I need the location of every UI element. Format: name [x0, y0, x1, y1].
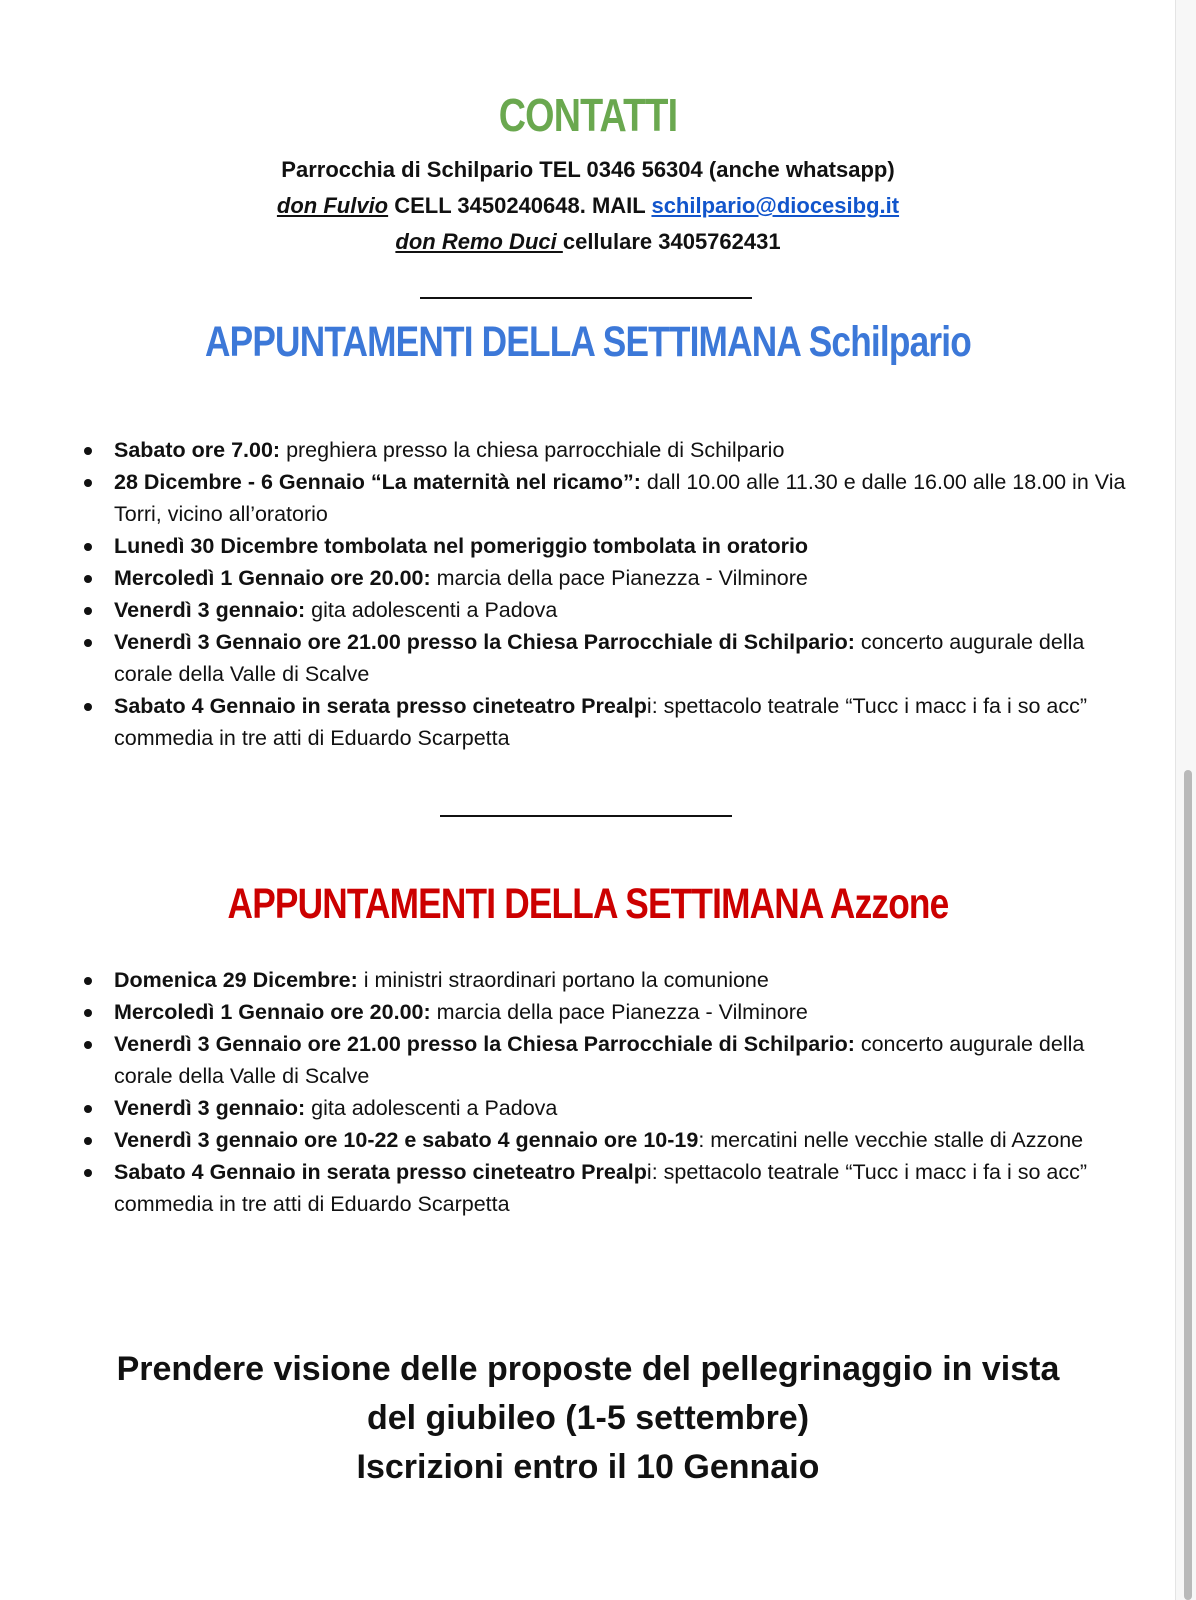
event-description: gita adolescenti a Padova — [305, 598, 558, 622]
bullet-icon — [84, 639, 92, 647]
closing-line-3: Iscrizioni entro il 10 Gennaio — [356, 1448, 820, 1486]
don-remo-contact: cellulare 3405762431 — [562, 229, 781, 254]
event-date: Venerdì 3 gennaio: — [114, 1096, 306, 1120]
parish-phone-line: Parrocchia di Schilpario TEL 0346 56304 (anche whatsapp) — [281, 157, 895, 182]
event-date: Sabato ore 7.00: — [114, 438, 281, 462]
event-date: Sabato 4 Gennaio in serata presso cineteatro Prealp — [114, 1160, 647, 1184]
email-link[interactable]: schilpario@diocesibg.it — [651, 193, 900, 218]
list-item — [80, 1156, 1130, 1220]
event-description: concerto augurale della corale della Valle di Scalve — [114, 630, 1085, 686]
scrollbar-thumb[interactable] — [1184, 770, 1192, 1600]
bullet-icon — [84, 479, 92, 487]
event-description: marcia della pace Pianezza - Vilminore — [430, 1000, 808, 1024]
event-date: Venerdì 3 Gennaio ore 21.00 presso la Chiesa Parrocchiale di Schilpario: — [114, 1032, 855, 1056]
don-fulvio-name: don Fulvio — [276, 193, 389, 218]
list-item — [80, 466, 1130, 530]
list-item — [80, 562, 1130, 594]
event-date: Venerdì 3 gennaio ore 10-22 e sabato 4 gennaio ore 10-19 — [114, 1128, 699, 1152]
list-item — [80, 1092, 1130, 1124]
event-date: 28 Dicembre - 6 Gennaio “La maternità nel ricamo”: — [114, 470, 641, 494]
event-description: i: spettacolo teatrale “Tucc i macc i fa i so acc” commedia in tre atti di Eduardo Scarpetta — [114, 694, 1088, 750]
closing-line-1: Prendere visione delle proposte del pellegrinaggio in vista — [116, 1350, 1060, 1388]
event-description: i ministri straordinari portano la comunione — [357, 968, 769, 992]
divider-line — [420, 297, 752, 299]
list-item — [80, 690, 1130, 754]
event-description: i: spettacolo teatrale “Tucc i macc i fa i so acc” commedia in tre atti di Eduardo Scarpetta — [114, 1160, 1088, 1216]
event-description: marcia della pace Pianezza - Vilminore — [430, 566, 808, 590]
event-description: preghiera presso la chiesa parrocchiale di Schilpario — [280, 438, 785, 462]
list-item — [80, 434, 1130, 466]
event-description: gita adolescenti a Padova — [305, 1096, 558, 1120]
bullet-icon — [84, 1105, 92, 1113]
event-description: : mercatini nelle vecchie stalle di Azzone — [698, 1128, 1084, 1152]
list-item — [80, 1028, 1130, 1092]
event-date: Lunedì 30 Dicembre tombolata nel pomeriggio tombolata in oratorio — [114, 534, 809, 558]
don-fulvio-line — [0, 188, 1176, 224]
vertical-scrollbar[interactable] — [1175, 0, 1196, 1600]
list-item — [80, 530, 1130, 562]
bullet-icon — [84, 575, 92, 583]
list-item — [80, 594, 1130, 626]
closing-announcement — [0, 1345, 1176, 1492]
divider-line — [440, 815, 732, 817]
event-date: Sabato 4 Gennaio in serata presso cineteatro Prealp — [114, 694, 647, 718]
azzone-title: APPUNTAMENTI DELLA SETTIMANA Azzone — [227, 880, 949, 928]
contacts-title: CONTATTI — [498, 89, 678, 141]
bullet-icon — [84, 1137, 92, 1145]
list-item — [80, 626, 1130, 690]
bullet-icon — [84, 607, 92, 615]
bullet-icon — [84, 1169, 92, 1177]
bullet-icon — [84, 447, 92, 455]
event-date: Domenica 29 Dicembre: — [114, 968, 358, 992]
bullet-icon — [84, 1009, 92, 1017]
event-date: Mercoledì 1 Gennaio ore 20.00: — [114, 566, 431, 590]
list-item — [80, 1124, 1130, 1156]
bullet-icon — [84, 1041, 92, 1049]
event-description: concerto augurale della corale della Valle di Scalve — [114, 1032, 1085, 1088]
schilpario-title: APPUNTAMENTI DELLA SETTIMANA Schilpario — [205, 318, 971, 366]
bullet-icon — [84, 543, 92, 551]
contacts-block — [0, 152, 1176, 260]
list-item — [80, 996, 1130, 1028]
event-description: dall 10.00 alle 11.30 e dalle 16.00 alle 18.00 in Via Torri, vicino all’oratorio — [114, 470, 1126, 526]
event-date: Mercoledì 1 Gennaio ore 20.00: — [114, 1000, 431, 1024]
bullet-icon — [84, 703, 92, 711]
don-fulvio-contact: CELL 3450240648. MAIL — [388, 193, 652, 218]
bullet-icon — [84, 977, 92, 985]
event-date: Venerdì 3 gennaio: — [114, 598, 306, 622]
schilpario-event-list — [80, 434, 1130, 754]
don-remo-name: don Remo Duci — [395, 229, 563, 254]
event-date: Venerdì 3 Gennaio ore 21.00 presso la Chiesa Parrocchiale di Schilpario: — [114, 630, 855, 654]
don-remo-line — [0, 224, 1176, 260]
list-item — [80, 964, 1130, 996]
closing-line-2: del giubileo (1-5 settembre) — [366, 1399, 810, 1437]
azzone-event-list — [80, 964, 1130, 1220]
